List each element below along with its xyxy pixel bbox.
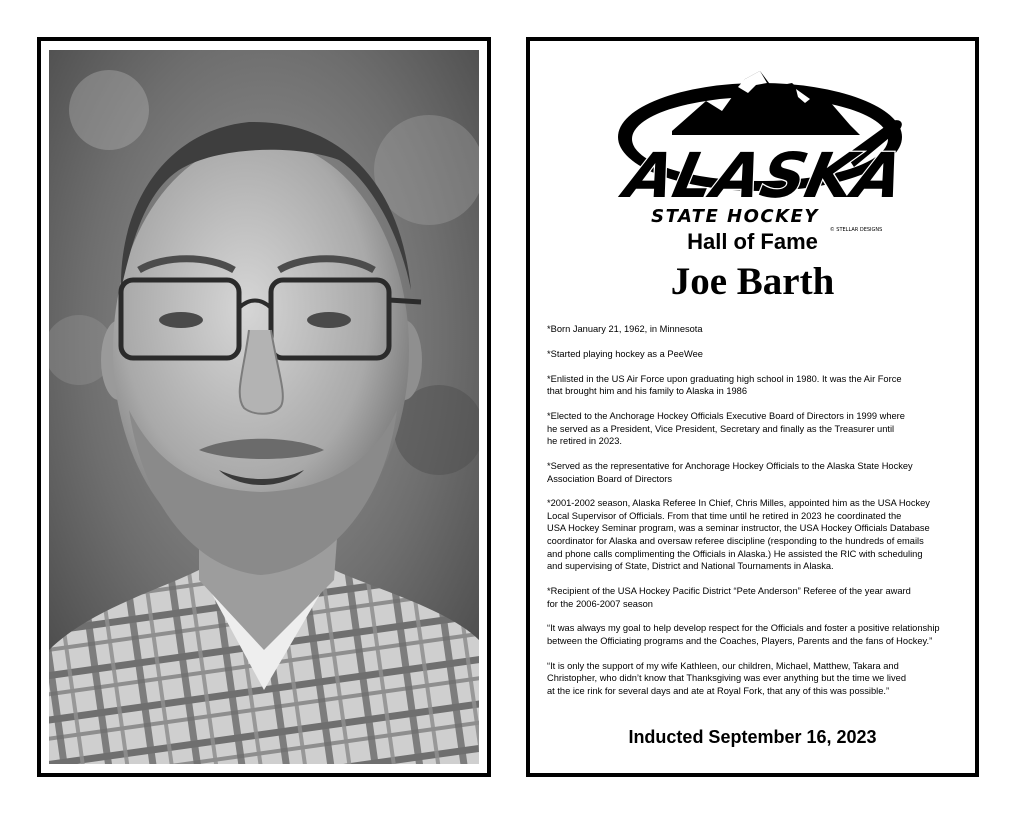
portrait-illustration bbox=[49, 50, 479, 764]
bio-line: coordinator for Alaska and oversaw referee discipline (responding to the hundreds of emails bbox=[547, 536, 924, 547]
bio-paragraph bbox=[547, 622, 965, 647]
bio-line: Local Supervisor of Officials. From that time until he retired in 2023 he coordinated the bbox=[547, 510, 902, 521]
logo-credit: © STELLAR DESIGNS bbox=[829, 227, 883, 233]
biography bbox=[547, 323, 965, 710]
bio-line: *Served as the representative for Anchorage Hockey Officials to the Alaska State Hockey bbox=[547, 460, 913, 471]
bio-line: Association Board of Directors bbox=[547, 473, 673, 484]
bio-paragraph bbox=[547, 660, 965, 698]
bio-line: between the Officiating programs and the Coaches, Players, Parents and the fans of Hockey.” bbox=[547, 636, 933, 646]
bio-line: USA Hockey Seminar program, was a seminar instructor, the USA Hockey Officials Database bbox=[547, 523, 930, 534]
alaska-state-hockey-logo bbox=[610, 65, 910, 233]
bio-paragraph bbox=[547, 497, 965, 573]
bio-line: *Elected to the Anchorage Hockey Officials Executive Board of Directors in 1999 where bbox=[547, 410, 905, 421]
bio-line: *Enlisted in the US Air Force upon graduating high school in 1980. It was the Air Force bbox=[547, 373, 902, 384]
plaque-panel bbox=[526, 37, 979, 777]
hall-of-fame-heading: Hall of Fame bbox=[687, 229, 818, 254]
bio-line: *Born January 21, 1962, in Minnesota bbox=[547, 324, 703, 334]
bio-line: *Recipient of the USA Hockey Pacific District “Pete Anderson” Referee of the year award bbox=[547, 586, 911, 597]
logo-subtitle: STATE HOCKEY bbox=[651, 206, 819, 227]
logo-word: ALASKA bbox=[618, 139, 911, 212]
bio-line: that brought him and his family to Alaska in 1986 bbox=[547, 386, 748, 397]
induction-date: Inducted September 16, 2023 bbox=[628, 727, 877, 747]
bio-line: “It is only the support of my wife Kathleen, our children, Michael, Matthew, Takara and bbox=[547, 660, 899, 671]
bio-line: at the ice rink for several days and ate at Royal Fork, that any of this was possible.” bbox=[547, 685, 890, 696]
bio-paragraph bbox=[547, 410, 965, 448]
bio-line: and supervising of State, District and National Tournaments in Alaska. bbox=[547, 561, 834, 572]
bio-line: *Started playing hockey as a PeeWee bbox=[547, 348, 703, 359]
bio-line: he retired in 2023. bbox=[547, 436, 622, 447]
bio-line: “It was always my goal to help develop respect for the Officials and foster a positive relationship bbox=[547, 623, 940, 634]
bio-line: Christopher, who didn’t know that Thanksgiving was ever anything but the time we lived bbox=[547, 673, 906, 684]
bio-paragraph bbox=[547, 373, 965, 398]
bio-paragraph bbox=[547, 585, 965, 610]
bio-line: for the 2006-2007 season bbox=[547, 598, 653, 609]
photo-frame bbox=[37, 37, 491, 777]
bio-line: *2001-2002 season, Alaska Referee In Chief, Chris Milles, appointed him as the USA Hockey bbox=[547, 498, 930, 509]
bio-paragraph bbox=[547, 323, 965, 336]
inductee-name: Joe Barth bbox=[670, 260, 835, 303]
portrait-photo bbox=[49, 50, 479, 764]
bio-line: he served as a President, Vice President, Secretary and finally as the Treasurer until bbox=[547, 423, 895, 434]
bio-line: and phone calls complimenting the Officials in Alaska.) He assisted the RIC with scheduling bbox=[547, 548, 923, 559]
bio-paragraph bbox=[547, 460, 965, 485]
bio-paragraph bbox=[547, 348, 965, 361]
